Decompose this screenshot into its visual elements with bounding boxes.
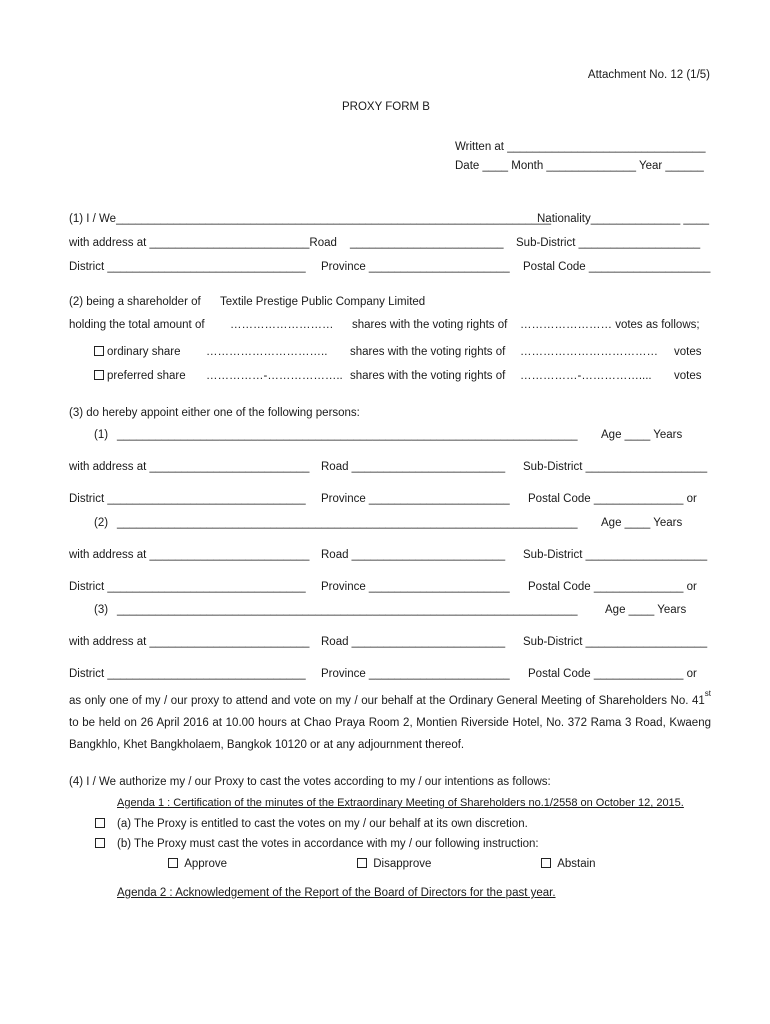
meeting-text-1: as only one of my / our proxy to attend and vote on my / our behalf at the Ordinary General Meeting of Shareholders No. 41 [69,695,705,707]
proxy-2-road-field[interactable]: Road ________________________ [321,549,506,561]
option-b-checkbox[interactable] [95,838,105,848]
holding-label: holding the total amount of [69,319,205,331]
ordinary-rights-label: shares with the voting rights of [350,346,506,358]
agenda-2-heading: Agenda 2 : Acknowledgement of the Report of the Board of Directors for the past year. [117,887,556,899]
proxy-1-age-field[interactable]: Age ____ Years [601,429,683,441]
proxy-2-province-field[interactable]: Province ______________________ [321,581,510,593]
option-b-row [95,837,108,851]
abstain-checkbox[interactable] [541,858,551,868]
proxy-3-postal-field[interactable]: Postal Code ______________ or [528,668,697,680]
road-field[interactable]: ________________________ [350,237,504,249]
preferred-rights-label: shares with the voting rights of [350,370,506,382]
preferred-shares-field[interactable]: ……………-……………….. [206,370,343,382]
page-title: PROXY FORM B [342,101,430,113]
total-votes-field[interactable]: …………………… votes as follows; [520,319,700,331]
approve-checkbox[interactable] [168,858,178,868]
proxy-1-name-field[interactable]: ________________________________________________________________________ [117,429,578,441]
proxy-3-address-field[interactable]: with address at _________________________ [69,636,310,648]
proxy-1-number: (1) [94,429,109,441]
province-field[interactable]: Province ______________________ [321,261,510,273]
proxy-2-number: (2) [94,517,109,529]
preferred-share-checkbox[interactable] [94,370,104,380]
total-shares-field[interactable]: ……………………… [230,319,334,331]
meeting-paragraph [69,690,711,756]
date-field[interactable]: Date ____ Month ______________ Year ______ [455,160,704,172]
option-a-row [95,817,108,831]
shareholder-name-field[interactable]: (1) I / We____________________________________________________________________ [69,213,551,225]
proxy-1-address-field[interactable]: with address at _________________________ [69,461,310,473]
nationality-field[interactable]: Nationality______________ ____ [537,213,710,225]
proxy-2-postal-field[interactable]: Postal Code ______________ or [528,581,697,593]
written-at-field[interactable]: Written at _______________________________ [455,141,706,153]
preferred-votes-label: votes [674,370,702,382]
option-a-checkbox[interactable] [95,818,105,828]
proxy-2-address-field[interactable]: with address at _________________________ [69,549,310,561]
proxy-1-postal-field[interactable]: Postal Code ______________ or [528,493,697,505]
ordinary-votes-label: votes [674,346,702,358]
option-a-label: (a) The Proxy is entitled to cast the votes on my / our behalf at its own discretion. [117,818,528,830]
proxy-3-age-field[interactable]: Age ____ Years [605,604,687,616]
abstain-option[interactable] [541,857,596,871]
proxy-3-name-field[interactable]: ________________________________________________________________________ [117,604,578,616]
district-field[interactable]: District _______________________________ [69,261,306,273]
preferred-share-label: preferred share [107,370,186,382]
proxy-3-district-field[interactable]: District _______________________________ [69,668,306,680]
disapprove-checkbox[interactable] [357,858,367,868]
subdistrict-field[interactable]: Sub-District ___________________ [516,237,701,249]
ordinary-share-checkbox[interactable] [94,346,104,356]
abstain-label: Abstain [557,858,596,870]
proxy-2-subdistrict-field[interactable]: Sub-District ___________________ [523,549,708,561]
company-name: Textile Prestige Public Company Limited [220,296,426,308]
ordinary-share-row [94,345,181,359]
option-b-label: (b) The Proxy must cast the votes in accordance with my / our following instruction: [117,838,539,850]
proxy-1-road-field[interactable]: Road ________________________ [321,461,506,473]
attachment-number: Attachment No. 12 (1/5) [587,69,710,81]
proxy-1-district-field[interactable]: District _______________________________ [69,493,306,505]
disapprove-option[interactable] [357,857,431,871]
proxy-3-number: (3) [94,604,109,616]
proxy-3-province-field[interactable]: Province ______________________ [321,668,510,680]
proxy-2-district-field[interactable]: District _______________________________ [69,581,306,593]
preferred-share-row [94,369,186,383]
proxy-3-road-field[interactable]: Road ________________________ [321,636,506,648]
disapprove-label: Disapprove [373,858,432,870]
shareholder-of-label: (2) being a shareholder of [69,296,201,308]
agenda-1-heading: Agenda 1 : Certification of the minutes of the Extraordinary Meeting of Shareholders no.1/2558 on October 12, 2015. [117,797,684,809]
ordinary-share-label: ordinary share [107,346,181,358]
address-field[interactable]: with address at _________________________Road [69,237,337,249]
appoint-intro: (3) do hereby appoint either one of the following persons: [69,407,360,419]
meeting-text-2: to be held on 26 April 2016 at 10.00 hours at Chao Praya Room 2, Montien Riverside Hotel, No. 372 Rama 3 Road, Kwaeng Bangkhlo, Khet Bangkholaem, Bangkok 10120 or at any adjournment thereof. [69,717,711,751]
ordinary-shares-field[interactable]: ………………………….. [206,346,328,358]
approve-label: Approve [184,858,228,870]
authorize-intro: (4) I / We authorize my / our Proxy to cast the votes according to my / our intentions as follows: [69,776,551,788]
proxy-3-subdistrict-field[interactable]: Sub-District ___________________ [523,636,708,648]
proxy-2-age-field[interactable]: Age ____ Years [601,517,683,529]
proxy-1-province-field[interactable]: Province ______________________ [321,493,510,505]
preferred-votes-field[interactable]: ……………-…………….... [520,370,652,382]
proxy-1-subdistrict-field[interactable]: Sub-District ___________________ [523,461,708,473]
voting-rights-label: shares with the voting rights of [352,319,508,331]
approve-option[interactable] [168,857,227,871]
meeting-ordinal-suffix: st [704,689,711,698]
ordinary-votes-field[interactable]: ……………………………… [520,346,658,358]
proxy-2-name-field[interactable]: ________________________________________________________________________ [117,517,578,529]
postal-code-field[interactable]: Postal Code ___________________ [523,261,711,273]
